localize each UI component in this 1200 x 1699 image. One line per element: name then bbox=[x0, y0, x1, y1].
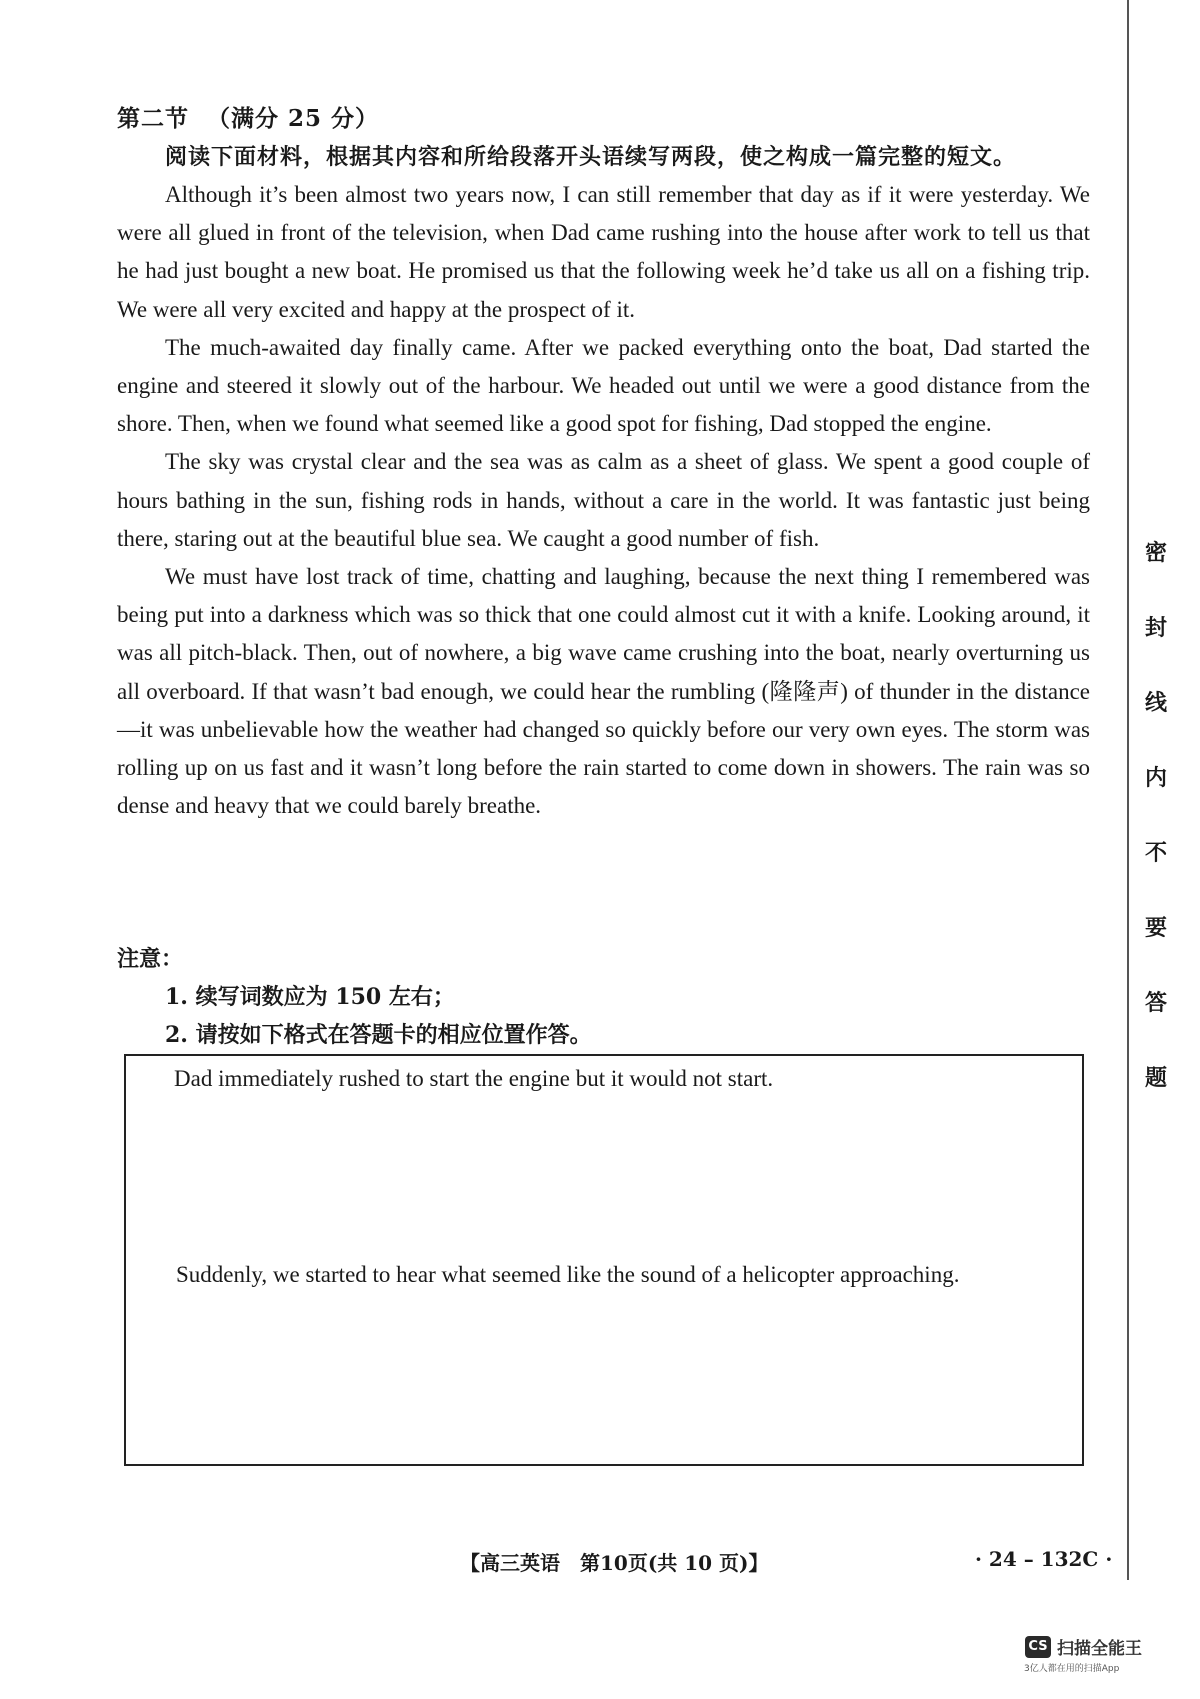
camscanner-icon: CS bbox=[1025, 1636, 1051, 1658]
seal-char: 要 bbox=[1144, 915, 1167, 941]
seal-char: 封 bbox=[1144, 615, 1167, 641]
seal-char: 内 bbox=[1144, 765, 1167, 791]
passage-paragraph: We must have lost track of time, chatting and laughing, because the next thing I remembered was being put into a darkness which was so thick that one could almost cut it with a knife. Looking around, it was all pitch-black. Then, out of nowhere, a big wave came crushing into the boat, nearly overturning us all overboard. If that wasn’t bad enough, we could hear the rumbling (隆隆声) of thunder in the distance—it was unbelievable how the weather had changed so quickly before our very own eyes. The storm was rolling up on us fast and it wasn’t long before the rain started to come down in showers. The rain was so dense and heavy that we could barely breathe. bbox=[117, 564, 1090, 819]
seal-char: 题 bbox=[1144, 1065, 1167, 1091]
paragraph-2-opening: Suddenly, we started to hear what seemed like the sound of a helicopter approaching. bbox=[176, 1262, 960, 1287]
reading-passage bbox=[117, 176, 1090, 825]
scanner-tagline: 3亿人都在用的扫描App bbox=[1024, 1664, 1120, 1674]
paragraph-1-opening: Dad immediately rushed to start the engine but it would not start. bbox=[174, 1066, 774, 1091]
seal-char: 答 bbox=[1144, 990, 1167, 1016]
paper-code: · 24 – 132C · bbox=[975, 1547, 1113, 1571]
seal-char: 不 bbox=[1144, 840, 1167, 866]
scanner-name: 扫描全能王 bbox=[1057, 1639, 1142, 1659]
passage-paragraph: The much-awaited day finally came. After we packed everything onto the boat, Dad started the engine and steered it slowly out of the harbour. We headed out until we were a good distance from the shore. Then, when we found what seemed like a good spot for fishing, Dad stopped the engine. bbox=[117, 334, 1090, 437]
section-score: （满分 25 分） bbox=[207, 105, 380, 132]
seal-char: 线 bbox=[1144, 690, 1167, 716]
note-item: 1. 续写词数应为 150 左右； bbox=[165, 984, 455, 1010]
section-title bbox=[117, 100, 379, 133]
note-item: 2. 请按如下格式在答题卡的相应位置作答。 bbox=[165, 1022, 592, 1048]
section-name: 第二节 bbox=[117, 105, 189, 132]
scanner-watermark bbox=[1025, 1634, 1142, 1659]
seal-char: 密 bbox=[1144, 540, 1167, 566]
seal-line-warning bbox=[1139, 536, 1173, 1136]
passage-paragraph: The sky was crystal clear and the sea was as calm as a sheet of glass. We spent a good couple of hours bathing in the sun, fishing rods in hands, without a care in the world. It was fantastic just being there, staring out at the beautiful blue sea. We caught a good number of fish. bbox=[117, 449, 1090, 551]
instruction-text: 阅读下面材料，根据其内容和所给段落开头语续写两段，使之构成一篇完整的短文。 bbox=[165, 144, 1017, 170]
page-footer: 【高三英语 第10页(共 10 页)】 bbox=[460, 1551, 769, 1575]
passage-paragraph: Although it’s been almost two years now, I can still remember that day as if it were yesterday. We were all glued in front of the television, when Dad came rushing into the house after work to tell us that he had just bought a new boat. He promised us that the following week he’d take us all on a fishing trip. We were all very excited and happy at the prospect of it. bbox=[117, 182, 1090, 322]
binding-line bbox=[1127, 0, 1129, 1580]
answer-box bbox=[124, 1054, 1084, 1466]
notes-label: 注意： bbox=[117, 946, 184, 972]
